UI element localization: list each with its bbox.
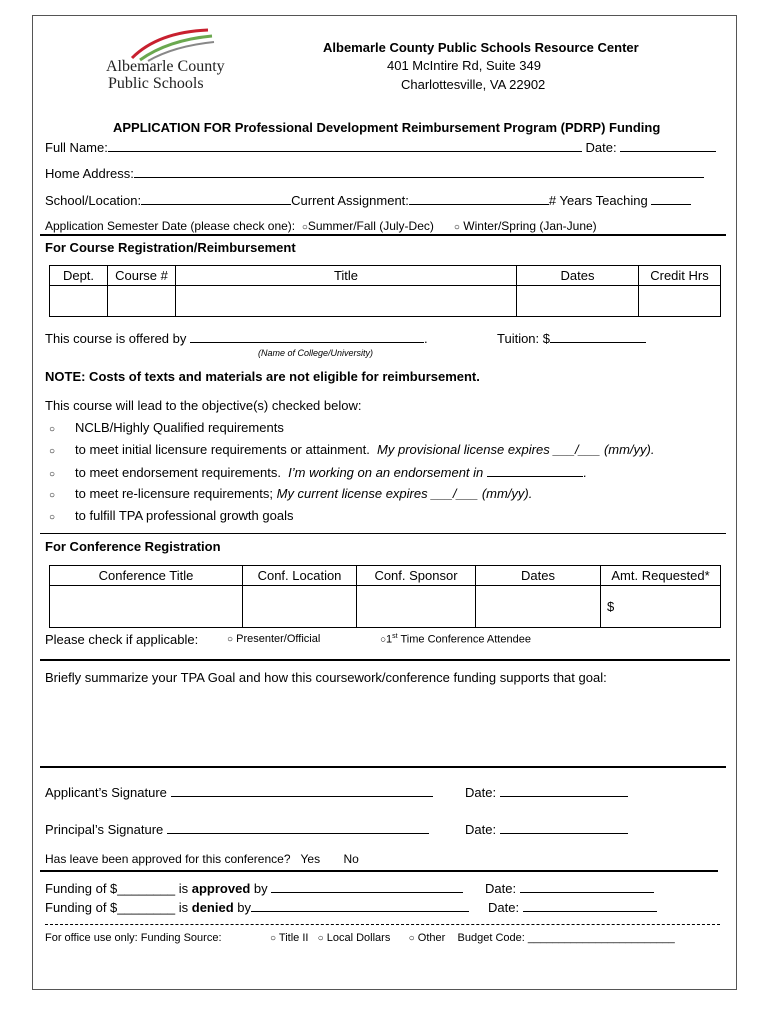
- applicant-signature-label: Applicant’s Signature: [45, 785, 167, 800]
- approved-word: approved: [191, 881, 251, 896]
- note-text: NOTE: Costs of texts and materials are not eligible for reimbursement.: [45, 369, 480, 384]
- office-use-label: For office use only: Funding Source:: [45, 932, 222, 944]
- dept-cell[interactable]: [50, 286, 108, 317]
- denied-by-field[interactable]: [251, 899, 469, 912]
- address-line2: Charlottesville, VA 22902: [401, 77, 546, 92]
- objective-item[interactable]: ○ to meet endorsement requirements. I’m working on an endorsement in .: [49, 465, 587, 480]
- org-name: Albemarle County Public Schools Resource Center: [323, 40, 639, 55]
- summary-textarea[interactable]: [45, 690, 725, 765]
- date-label: Date:: [585, 140, 617, 155]
- source-local-radio[interactable]: ○ Local Dollars: [317, 932, 391, 944]
- funding-approved-label: Funding of $________ is: [45, 881, 189, 896]
- col-title: Title: [176, 266, 517, 286]
- check-applicable-label: Please check if applicable:: [45, 632, 199, 647]
- approved-date-field[interactable]: [520, 880, 654, 893]
- objective-item[interactable]: ○ to meet re-licensure requirements; My current license expires ___/___ (mm/yy).: [49, 486, 533, 501]
- semester-winter-radio[interactable]: ○ Winter/Spring (Jan-June): [453, 219, 597, 233]
- divider: [40, 234, 726, 236]
- col-dates: Dates: [476, 566, 601, 586]
- divider: [40, 766, 726, 768]
- semester-summer-radio[interactable]: ○Summer/Fall (July-Dec): [301, 219, 434, 233]
- applicant-signature-field[interactable]: [171, 784, 433, 797]
- course-number-cell[interactable]: [108, 286, 176, 317]
- conference-table: [49, 565, 721, 628]
- dashed-divider: [45, 924, 720, 925]
- conf-location-cell[interactable]: [243, 586, 357, 628]
- radio-circle-icon: ○: [380, 634, 387, 646]
- denied-date-field[interactable]: [523, 899, 657, 912]
- leave-yes-option[interactable]: Yes: [300, 852, 321, 866]
- checkbox-circle-icon: ○: [49, 490, 56, 501]
- divider: [40, 659, 730, 661]
- college-field[interactable]: [190, 330, 424, 343]
- endorsement-field: [487, 464, 583, 477]
- current-assignment-label: Current Assignment:: [291, 193, 409, 208]
- principal-date-field[interactable]: [500, 821, 628, 834]
- table-row: [50, 586, 721, 628]
- denied-word: denied: [191, 900, 234, 915]
- current-assignment-field[interactable]: [409, 192, 549, 205]
- divider: [40, 533, 726, 534]
- objective-item[interactable]: ○ NCLB/Highly Qualified requirements: [49, 420, 284, 435]
- full-name-label: Full Name:: [45, 140, 108, 155]
- tuition-label: Tuition: $: [497, 331, 550, 346]
- by-label: by: [253, 881, 268, 896]
- col-amt-requested: Amt. Requested*: [601, 566, 721, 586]
- logo-swoosh-icon: [128, 28, 218, 62]
- logo-text-line1: Albemarle County: [106, 58, 225, 75]
- district-logo: [100, 28, 230, 98]
- conf-sponsor-cell[interactable]: [357, 586, 476, 628]
- radio-circle-icon: ○: [453, 222, 460, 233]
- years-teaching-field[interactable]: [651, 192, 691, 205]
- objective-item[interactable]: ○ to meet initial licensure requirements or attainment. My provisional license expires ___/___ (mm/yy).: [49, 442, 655, 457]
- applicant-date-field[interactable]: [500, 784, 628, 797]
- principal-date-label: Date:: [465, 822, 497, 837]
- course-table: [49, 265, 721, 317]
- full-name-field[interactable]: [108, 139, 582, 152]
- home-address-label: Home Address:: [45, 166, 134, 181]
- source-other-radio[interactable]: ○ Other: [408, 932, 446, 944]
- college-hint: (Name of College/University): [258, 348, 374, 358]
- radio-circle-icon: ○: [227, 634, 234, 645]
- title-cell[interactable]: [176, 286, 517, 317]
- col-dates: Dates: [517, 266, 639, 286]
- leave-question: Has leave been approved for this conference?: [45, 852, 291, 866]
- first-time-radio[interactable]: ○1st Time Conference Attendee: [380, 633, 531, 646]
- table-header-row: [50, 266, 721, 286]
- conference-section-title: For Conference Registration: [45, 539, 221, 554]
- summary-prompt: Briefly summarize your TPA Goal and how this coursework/conference funding supports that goal:: [45, 670, 607, 685]
- col-conf-location: Conf. Location: [243, 566, 357, 586]
- logo-text-line2: Public Schools: [108, 75, 204, 92]
- col-conference-title: Conference Title: [50, 566, 243, 586]
- budget-code-field[interactable]: Budget Code: ________________________: [457, 932, 675, 944]
- objective-item[interactable]: ○ to fulfill TPA professional growth goals: [49, 508, 294, 523]
- funding-denied-label: Funding of $________ is: [45, 900, 189, 915]
- dates-cell[interactable]: [517, 286, 639, 317]
- divider: [40, 870, 718, 872]
- amt-requested-cell[interactable]: $: [601, 586, 721, 628]
- col-conf-sponsor: Conf. Sponsor: [357, 566, 476, 586]
- years-teaching-label: # Years Teaching: [548, 193, 648, 208]
- checkbox-circle-icon: ○: [49, 446, 56, 457]
- radio-circle-icon: ○: [317, 933, 324, 944]
- radio-circle-icon: ○: [408, 933, 415, 944]
- tuition-field[interactable]: [550, 330, 646, 343]
- approved-by-field[interactable]: [271, 880, 463, 893]
- address-line1: 401 McIntire Rd, Suite 349: [387, 58, 541, 73]
- conf-dates-cell[interactable]: [476, 586, 601, 628]
- home-address-field[interactable]: [134, 165, 704, 178]
- principal-signature-field[interactable]: [167, 821, 429, 834]
- semester-label: Application Semester Date (please check one):: [45, 219, 296, 233]
- objective-intro: This course will lead to the objective(s) checked below:: [45, 398, 362, 413]
- source-title2-radio[interactable]: ○ Title II: [270, 932, 309, 944]
- radio-circle-icon: ○: [270, 933, 277, 944]
- page-title: APPLICATION FOR Professional Development Reimbursement Program (PDRP) Funding: [113, 120, 661, 135]
- conference-title-cell[interactable]: [50, 586, 243, 628]
- denied-date-label: Date:: [488, 900, 520, 915]
- approved-date-label: Date:: [485, 881, 517, 896]
- school-location-label: School/Location:: [45, 193, 142, 208]
- table-row: [50, 286, 721, 317]
- school-location-field[interactable]: [141, 192, 291, 205]
- checkbox-circle-icon: ○: [49, 512, 56, 523]
- presenter-radio[interactable]: ○ Presenter/Official: [227, 633, 321, 645]
- form-page: [32, 15, 737, 990]
- course-section-title: For Course Registration/Reimbursement: [45, 240, 296, 255]
- col-course-number: Course #: [108, 266, 176, 286]
- date-field[interactable]: [620, 139, 716, 152]
- offered-by-label: This course is offered by: [45, 331, 187, 346]
- principal-signature-label: Principal’s Signature: [45, 822, 164, 837]
- col-dept: Dept.: [50, 266, 108, 286]
- table-header-row: [50, 566, 721, 586]
- credit-hrs-cell[interactable]: [639, 286, 721, 317]
- checkbox-circle-icon: ○: [49, 424, 56, 435]
- col-credit-hrs: Credit Hrs: [639, 266, 721, 286]
- leave-no-option[interactable]: No: [343, 852, 359, 866]
- checkbox-circle-icon: ○: [49, 469, 56, 480]
- by-label: by: [237, 900, 252, 915]
- radio-circle-icon: ○: [301, 222, 308, 233]
- applicant-date-label: Date:: [465, 785, 497, 800]
